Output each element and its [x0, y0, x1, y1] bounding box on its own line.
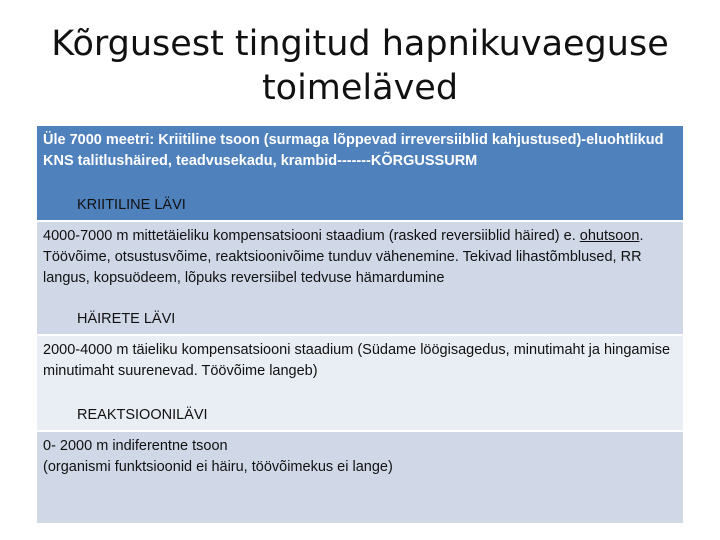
slide-title-line-2: toimeläved	[261, 68, 459, 108]
critical-threshold-label: KRIITILINE LÄVI	[77, 197, 186, 213]
slide-title-line-1: Kõrgusest tingitud hapnikuvaeguse	[51, 24, 669, 64]
row1-text-a: 4000-7000 m mittetäieliku kompensatsiooni staadium (rasked reversiiblid häired) e.	[43, 228, 580, 244]
table-row	[37, 336, 683, 430]
header-text: Üle 7000 meetri: Kriitiline tsoon (surmaga lõppevad irreversiiblid kahjustused)-eluohtlikud KNS talitlushäired, teadvusekadu, krambid-------KÕRGUSSURM	[43, 132, 664, 169]
table-row	[37, 222, 683, 334]
row1-text-b: . Töövõime, otsustusvõime, reaktsioonivõime tunduv vähenemine. Tekivad lihastõmblused, RR langus, kopsuödeem, lõpuks reversiibel tedvuse hämardumine	[43, 228, 644, 286]
row3-line-1: 0- 2000 m indiferentne tsoon	[43, 438, 228, 454]
row3-line-2: (organismi funktsioonid ei häiru, töövõimekus ei lange)	[43, 459, 393, 475]
row1-underlined-term: ohutsoon	[579, 228, 640, 244]
table-header-row	[37, 126, 683, 220]
reaction-threshold-label: REAKTSIOONILÄVI	[77, 407, 208, 423]
altitude-zones-table	[37, 126, 683, 523]
row1-text	[43, 226, 677, 289]
disturbance-threshold-label: HÄIRETE LÄVI	[77, 311, 176, 327]
slide-title	[40, 22, 680, 110]
row2-text: 2000-4000 m täieliku kompensatsiooni staadium (Südame löögisagedus, minutimaht ja hingamise minutimaht suurenevad. Töövõime langeb)	[43, 342, 671, 379]
table-row	[37, 432, 683, 523]
